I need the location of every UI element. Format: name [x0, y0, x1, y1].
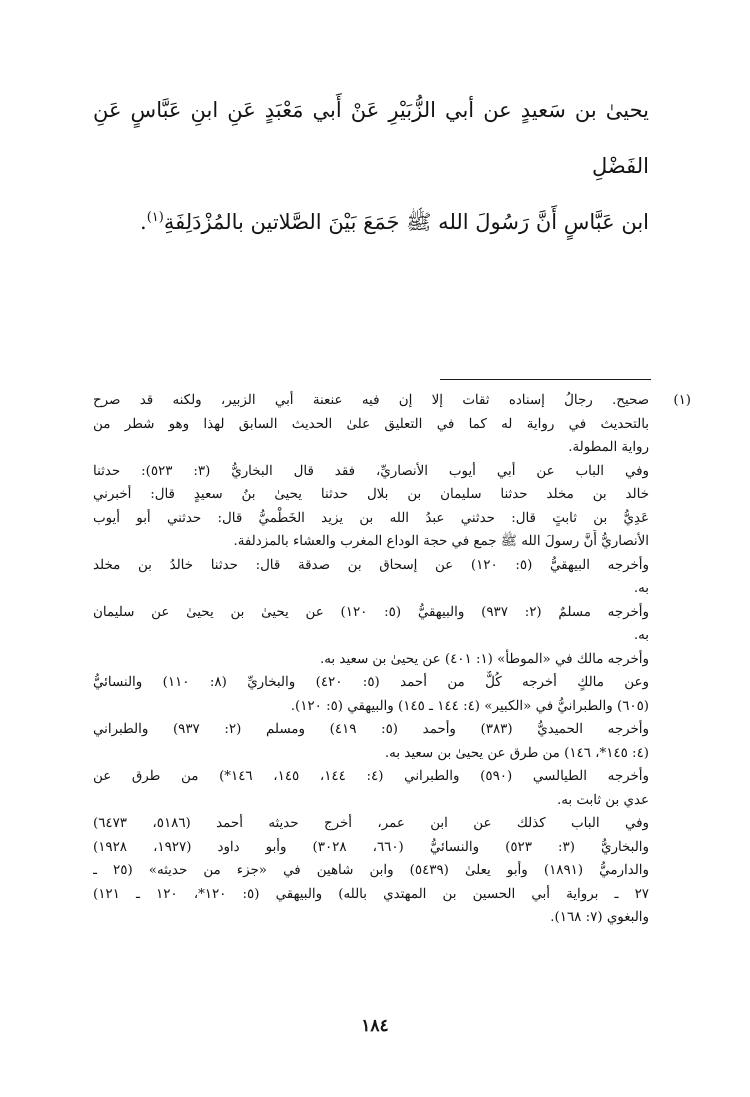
- footnote-line: والبخاريُّ (٣: ٥٢٣) والنسائيُّ (٦٦٠، ٣٠٢٨) وأبو داود (١٩٢٧، ١٩٢٨): [93, 839, 649, 855]
- footnote-line: وأخرجه البيهقيُّ (٥: ١٢٠) عن إسحاق بن صدقة قال: حدثنا خالدُ بن مخلد: [93, 557, 649, 573]
- footnote-reference[interactable]: (١): [146, 210, 164, 225]
- footnote-line: ٢٧ ـ برواية أبي الحسين بن المهتدي بالله) والبيهقي (٥: ١٢٠*، ١٢٠ ـ ١٢١): [93, 886, 649, 902]
- footnote-number: (١): [673, 393, 691, 408]
- footnote-line: خالد بن مخلد حدثنا سليمان بن بلال حدثنا يحيىٰ بنُ سعيدٍ قال: أخبرني: [93, 487, 649, 502]
- main-hadith-text: [93, 82, 649, 250]
- main-text-line-1: [93, 82, 649, 194]
- footnote-line: وأخرجه مسلمٌ (٢: ٩٣٧) والبيهقيُّ (٥: ١٢٠) عن يحيىٰ بن يحيىٰ عن سليمان: [93, 604, 649, 620]
- footnote-line: (٤: ١٤٥*، ١٤٦) من طرق عن يحيىٰ بن سعيد به.: [384, 745, 649, 761]
- page-number: ١٨٤: [361, 1016, 389, 1036]
- footnote-line: وفي الباب عن أبي أيوب الأنصاريِّ، فقد قال البخاريُّ (٣: ٥٢٣): حدثنا: [93, 463, 649, 479]
- footnote-line: وأخرجه الطيالسي (٥٩٠) والطبراني (٤: ١٤٤، ١٤٥، ١٤٦*) من طرق عن: [93, 769, 649, 784]
- footnote-line: بالتحديث في رواية له كما في التعليق علىٰ الحديث السابق لهذا وهو شطر من: [93, 416, 649, 432]
- main-text-line-1-content: يحيىٰ بن سَعيدٍ عن أبي الزُّبَيْرِ عَنْ أَبي مَعْبَدٍ عَنِ ابنِ عَبَّاسٍ عَنِ الفَضْلِ: [93, 98, 649, 178]
- footnote-line: وأخرجه الحميديُّ (٣٨٣) وأحمد (٥: ٤١٩) ومسلم (٢: ٩٣٧) والطبراني: [93, 722, 649, 737]
- footnote-line: والبغوي (٧: ١٦٨).: [550, 910, 649, 925]
- footnote-line: عدي بن ثابت به.: [556, 792, 649, 808]
- footnote-section: [93, 389, 691, 930]
- main-text-line-2-content: ابن عَبَّاسٍ أَنَّ رَسُولَ الله ﷺ جَمَعَ بَيْنَ الصَّلاتين بالمُزْدَلِفَةِ: [163, 210, 649, 234]
- footnote-line: والدارميُّ (١٨٩١) وأبو يعلىٰ (٥٤٣٩) وابن شاهين في «جزء من حديثه» (٢٥ ـ: [93, 863, 649, 878]
- footnote-line: رواية المطولة.: [568, 440, 649, 455]
- footnote-line: صحيح. رجالُ إسناده ثقات إلا إن فيه عنعنة أبي الزبير، ولكنه قد صرح: [93, 393, 649, 408]
- footnote-line: به.: [633, 581, 649, 596]
- main-text-line-2: [93, 194, 649, 250]
- footnote-line: عَدِيُّ بن ثابتٍ قال: حدثني عبدُ الله بن يزيد الخَطْميُّ قال: حدثني أبو أيوب: [93, 510, 649, 526]
- footnote-line: وفي الباب كذلك عن ابن عمر، أخرج حديثه أحمد (٥١٨٦، ٦٤٧٣): [93, 816, 649, 831]
- footnote-line: به.: [633, 628, 649, 643]
- footnote-line: الأنصاريُّ أَنَّ رسولَ الله ﷺ جمع في حجة الوداع المغرب والعشاء بالمزدلفة.: [233, 534, 649, 549]
- footnote-line: (٦٠٥) والطبرانيُّ في «الكبير» (٤: ١٤٤ ـ ١٤٥) والبيهقي (٥: ١٢٠).: [290, 698, 649, 714]
- footnote-line: وعن مالكٍ أخرجه كُلٌّ من أحمد (٥: ٤٢٠) والبخاريِّ (٨: ١١٠) والنسائيُّ: [93, 675, 649, 690]
- footnote-line: وأخرجه مالك في «الموطأ» (١: ٤٠١) عن يحيىٰ بن سعيد به.: [320, 651, 649, 667]
- footnote-separator: [440, 379, 651, 380]
- main-text-end-mark: .: [140, 210, 147, 234]
